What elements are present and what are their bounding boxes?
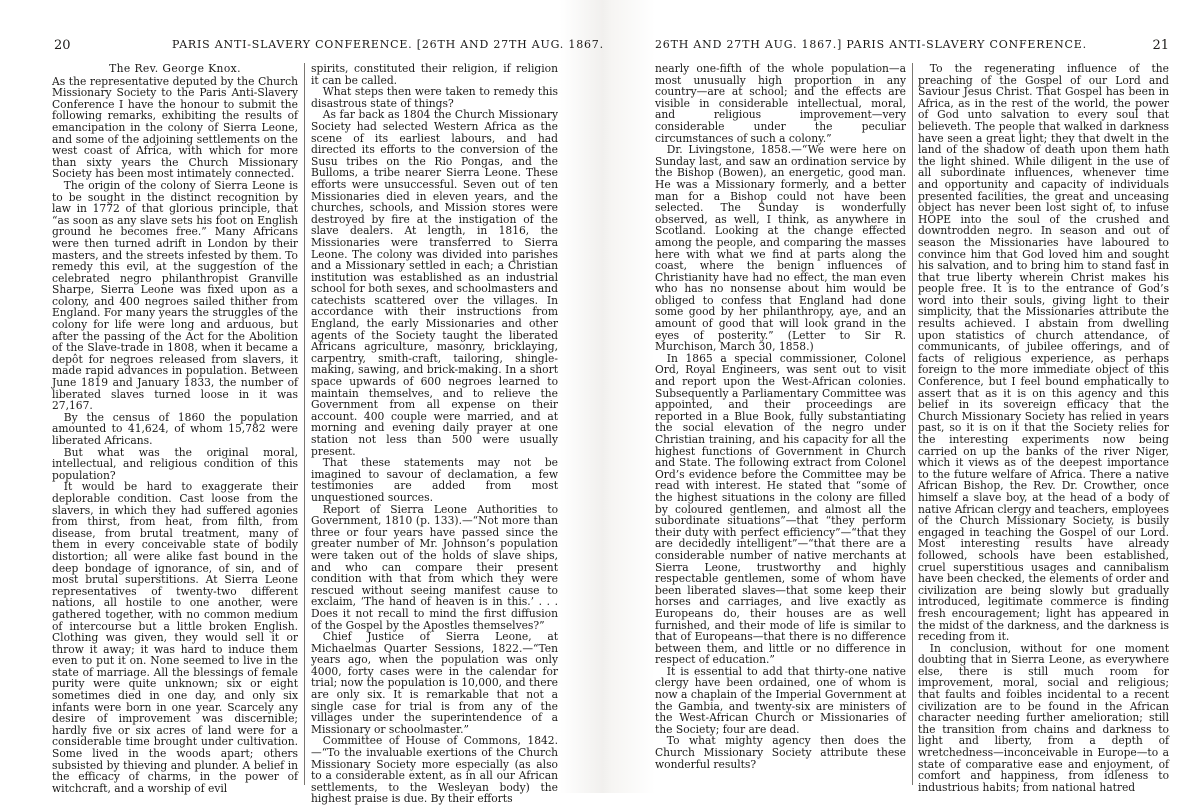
paragraph: Committee of House of Commons, 1842.—“To the invaluable exertions of the Church Missionary Society more especially (as also to a considerable extent, as in all our African settlements, to the Wesleyan body) the highest praise is due. By their efforts	[311, 734, 558, 805]
left-column-1	[52, 62, 298, 795]
right-page-number: 21	[1152, 38, 1169, 53]
column-rule	[912, 63, 913, 785]
paragraph: To what mighty agency then does the Church Missionary Society attribute these wonderful results?	[655, 734, 906, 771]
left-page	[52, 0, 604, 805]
paragraph: It would be hard to exaggerate their deplorable condition. Cast loose from the slavers, in which they had suffered agonies from thirst, from heat, from filth, from disease, from brutal treatment, many of them in every conceivable state of bodily distortion; all were alike fast bound in the deep bondage of ignorance, of sin, and of most brutal superstitions. At Sierra Leone representatives of twenty-two different nations, all hostile to one another, were gathered together, with no common medium of intercourse but a little broken English. Clothing was given, they would sell it or throw it away; it was hard to induce them even to put it on. None seemed to live in the state of marriage. All the blessings of female purity were quite unknown; six or eight sometimes died in one day, and only six infants were born in one year. Scarcely any desire of improvement was discernible; hardly five or six acres of land were for a considerable time brought under cultivation. Some lived in the woods apart; others subsisted by thieving and plunder. A belief in the efficacy of charms, in the power of witchcraft, and a worship of evil	[52, 480, 298, 795]
left-page-number: 20	[54, 38, 71, 53]
paragraph: As far back as 1804 the Church Missionary Society had selected Western Africa as the scene of its earliest labours, and had directed its efforts to the conversion of the Susu tribes on the Rio Pongas, and the Bulloms, a tribe nearer Sierra Leone. These efforts were unsuccessful. Seven out of ten Missionaries died in eleven years, and the churches, schools, and Mission stores were destroyed by fire at the instigation of the slave dealers. At length, in 1816, the Missionaries were transferred to Sierra Leone. The colony was divided into parishes and a Missionary settled in each; a Christian institution was established as an industrial school for both sexes, and schoolmasters and catechists scattered over the villages. In accordance with their instructions from England, the early Missionaries and other agents of the Society taught the liberated Africans agriculture, masonry, bricklaying, carpentry, smith-craft, tailoring, shingle-making, sawing, and brick-making. In a short space upwards of 600 negroes learned to maintain themselves, and to relieve the Government from all expense on their account. 400 couple were married, and at morning and evening daily prayer at one station not less than 500 were usually present.	[311, 108, 558, 458]
paragraph: As the representative deputed by the Church Missionary Society to the Paris Anti-Slavery Conference I have the honour to submit the following remarks, exhibiting the results of emancipation in the colony of Sierra Leone, and some of the adjoining settlements on the west coast of Africa, with which for more than sixty years the Church Missionary Society has been most intimately connected.	[52, 74, 298, 181]
paragraph: nearly one-fifth of the whole population—a most unusually high proportion in any country—are at school; and the effects are visible in considerable intellectual, moral, and religious improvement—very considerable under the peculiar circumstances of such a colony.”	[655, 62, 906, 145]
paragraph: Report of Sierra Leone Authorities to Government, 1810 (p. 133).—“Not more than three or four years have passed since the greater number of Mr. Johnson’s population were taken out of the holds of slave ships, and who can compare their present condition with that from which they were rescued without seeing manifest cause to exclaim, ‘The hand of heaven is in this.’ . . . Does it not recall to mind the first diffusion of the Gospel by the Apostles themselves?”	[311, 502, 558, 632]
paragraph: It is essential to add that thirty-one native clergy have been ordained, one of whom is now a chaplain of the Imperial Government at the Gambia, and twenty-six are ministers of the West-African Church or Missionaries of the Society; four are dead.	[655, 664, 906, 736]
paragraph: spirits, constituted their religion, if religion it can be called.	[311, 62, 558, 87]
right-page	[655, 0, 1169, 793]
paragraph: But what was the original moral, intellectual, and religious condition of this population?	[52, 445, 298, 482]
left-running-title: PARIS ANTI-SLAVERY CONFERENCE. [26TH AND 27TH AUG. 1867.	[172, 38, 604, 51]
paragraph: To the regenerating influence of the preaching of the Gospel of our Lord and Saviour Jesus Christ. That Gospel has been in Africa, as in the rest of the world, the power of God unto salvation to every soul that believeth. The people that walked in darkness have seen a great light; they that dwelt in the land of the shadow of death upon them hath the light shined. While diligent in the use of all subordinate influences, whenever time and opportunity and capacity of individuals presented facilities, the great and unceasing object has never been lost sight of, to infuse HOPE into the soul of the crushed and downtrodden negro. In season and out of season the Missionaries have laboured to convince him that God loved him and sought his salvation, and to bring him to stand fast in that true liberty wherein Christ makes his people free. It is to the entrance of God’s word into their souls, giving light to their simplicity, that the Missionaries attribute the results achieved. I abstain from dwelling upon statistics of church attendance, of communicants, of jubilee offerings, and of facts of religious experience, as perhaps foreign to the more immediate object of this Conference, but I feel bound emphatically to assert that as it is on this agency and this belief in its sovereign efficacy that the Church Missionary Society has relied in years past, so it is on it that the Society relies for the interesting experiments now being carried on up the banks of the river Niger, which it views as of the deepest importance to the future welfare of Africa. There a native African Bishop, the Rev. Dr. Crowther, once himself a slave boy, at the head of a body of native African clergy and teachers, employees of the Church Missionary Society, is busily engaged in teaching the Gospel of our Lord. Most interesting results have already followed, schools have been established, cruel superstitious usages and cannibalism have been checked, the elements of order and civilization are being slowly but gradually introduced, legitimate commerce is finding fresh encouragement; light has appeared in the midst of the darkness, and the darkness is receding from it.	[918, 62, 1169, 644]
paragraph: That these statements may not be imagined to savour of declamation, a few testimonies are added from most unquestioned sources.	[311, 456, 558, 504]
paragraph: In conclusion, without for one moment doubting that in Sierra Leone, as everywhere else, there is still much room for improvement, moral, social and religious; that faults and foibles incidental to a recent civilization are to be found in the African character needing further amelioration; still the transition from chains and darkness to light and liberty, from a depth of wretchedness—inconceivable in Europe—to a state of comparative ease and enjoyment, of comfort and happiness, from idleness to industrious habits; from national hatred	[918, 641, 1169, 794]
right-page-header	[655, 38, 1169, 54]
article-heading: The Rev. George Knox.	[109, 62, 241, 75]
paragraph: By the census of 1860 the population amounted to 41,624, of whom 15,782 were liberated Africans.	[52, 410, 298, 447]
paragraph: In 1865 a special commissioner, Colonel Ord, Royal Engineers, was sent out to visit and report upon the West-African colonies. Subsequently a Parliamentary Committee was appointed, and their proceedings are reported in a Blue Book, fully substantiating the social elevation of the negro under Christian training, and his capacity for all the highest functions of Government in Church and State. The following extract from Colonel Ord’s evidence before the Committee may be read with interest. He stated that “some of the highest situations in the colony are filled by coloured gentlemen, and almost all the subordinate situations”—that “they perform their duty with perfect efficiency”—“that they are decidedly intelligent”—“that there are a considerable number of native merchants at Sierra Leone, trustworthy and highly respectable gentlemen, some of whom have been liberated slaves—that some keep their horses and carriages, and live exactly as Europeans do, their houses are as well furnished, and their mode of life is similar to that of Europeans—that there is no difference between them, and little or no difference in respect of education.”	[655, 351, 906, 667]
right-column-2	[918, 62, 1169, 794]
left-column-2	[311, 62, 558, 805]
right-column-1	[655, 63, 906, 790]
right-running-title: 26TH AND 27TH AUG. 1867.] PARIS ANTI-SLAVERY CONFERENCE.	[655, 38, 1087, 51]
paragraph: Chief Justice of Sierra Leone, at Michaelmas Quarter Sessions, 1822.—“Ten years ago, when the population was only 4000, forty cases were in the calendar for trial; now the population is 10,000, and there are only six. It is remarkable that not a single case for trial is from any of the villages under the superintendence of a Missionary or schoolmaster.”	[311, 630, 558, 736]
book-gutter	[560, 0, 655, 793]
left-page-header	[52, 38, 604, 54]
paragraph: The origin of the colony of Sierra Leone is to be sought in the distinct recognition by law in 1772 of that glorious principle, that “as soon as any slave sets his foot on English ground he becomes free.” Many Africans were then turned adrift in London by their masters, and the streets infested by them. To remedy this evil, at the suggestion of the celebrated negro philanthropist Granville Sharpe, Sierra Leone was fixed upon as a colony, and 400 negroes sailed thither from England. For many years the struggles of the colony for life were long and arduous, but after the passing of the Act for the Abolition of the Slave-trade in 1808, when it became a depôt for negroes released from slavers, it made rapid advances in population. Between June 1819 and January 1833, the number of liberated slaves turned loose in it was 27,167.	[52, 178, 298, 413]
paragraph: Dr. Livingstone, 1858.—“We were here on Sunday last, and saw an ordination service by the Bishop (Bowen), an energetic, good man. He was a Missionary formerly, and a better man for a Bishop could not have been selected. The Sunday is wonderfully observed, as well, I think, as anywhere in Scotland. Looking at the change effected among the people, and comparing the masses here with what we find at parts along the coast, where the benign influences of Christianity have had no effect, the man even who has no nonsense about him would be obliged to confess that England had done some good by her philanthropy, aye, and an amount of good that will look grand in the eyes of posterity.” (Letter to Sir R. Murchison, March 30, 1858.)	[655, 143, 906, 354]
paragraph: What steps then were taken to remedy this disastrous state of things?	[311, 85, 558, 110]
column-rule	[304, 63, 305, 785]
